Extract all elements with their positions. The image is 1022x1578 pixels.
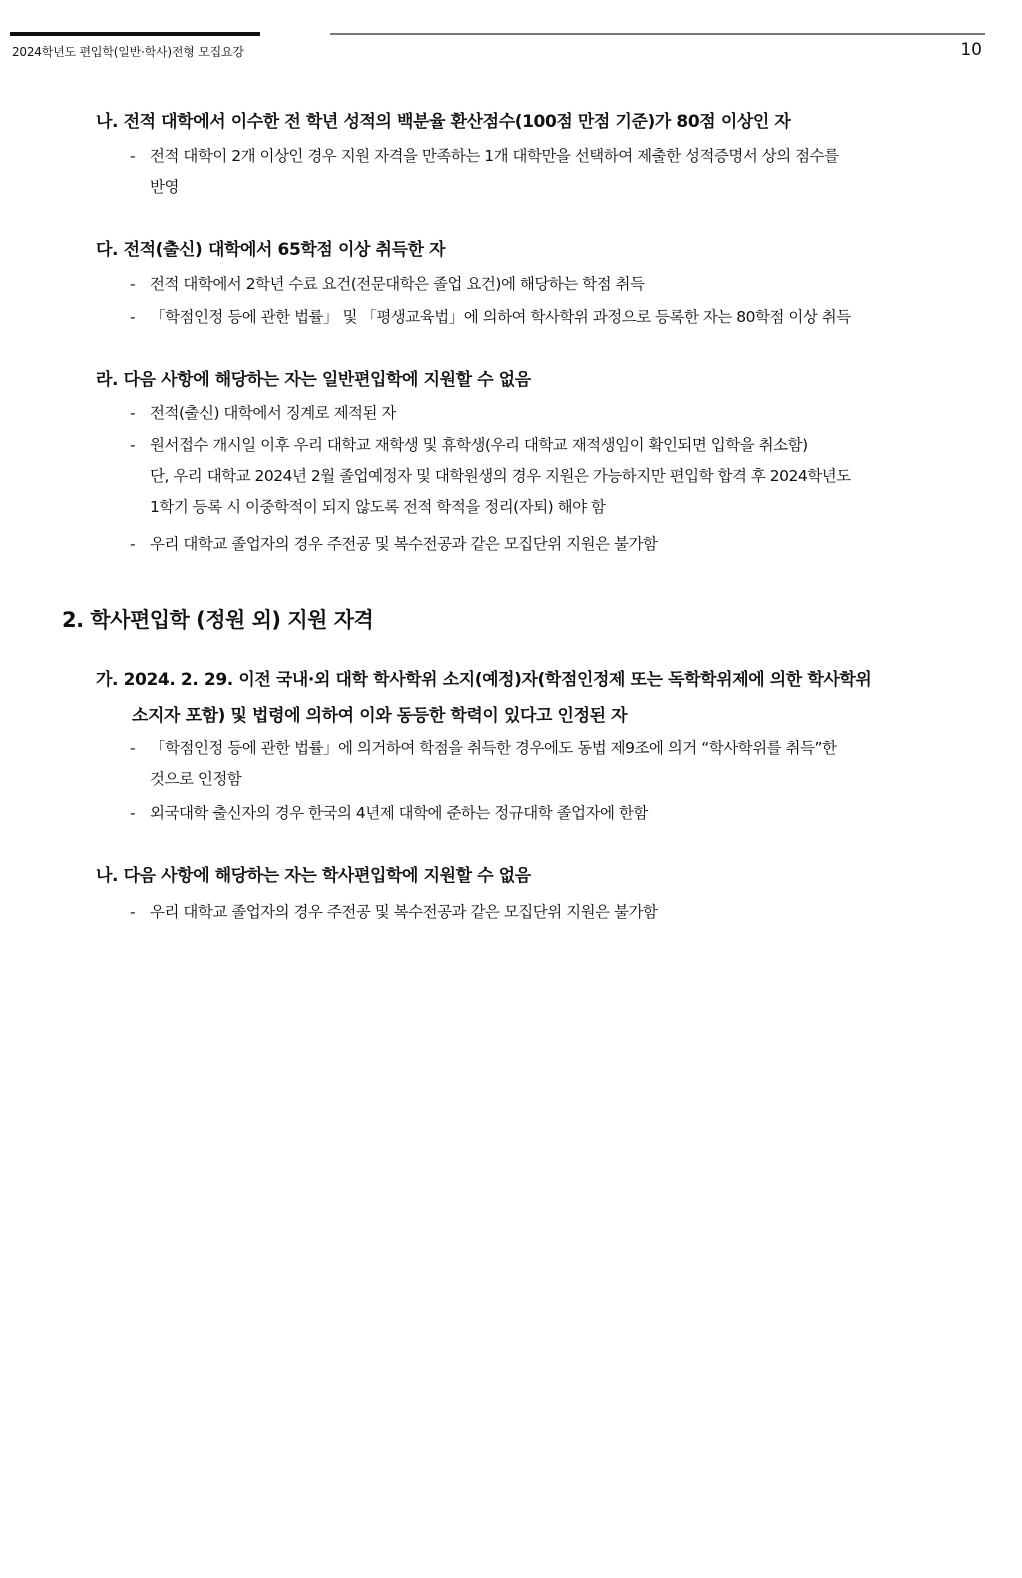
bullet-text: 우리 대학교 졸업자의 경우 주전공 및 복수전공과 같은 모집단위 지원은 불가함 xyxy=(150,903,658,921)
bullet-text: 우리 대학교 졸업자의 경우 주전공 및 복수전공과 같은 모집단위 지원은 불가함 xyxy=(150,535,658,553)
bullet-ra-3 xyxy=(130,529,990,560)
bullet-dash: - xyxy=(130,903,136,921)
subheading-ra-ineligible: 라. 다음 사항에 해당하는 자는 일반편입학에 지원할 수 없음 xyxy=(96,370,531,390)
bullet-da-1 xyxy=(130,269,990,300)
bullet-ga-2 xyxy=(130,798,990,829)
header-rule-left xyxy=(10,32,260,36)
subheading-da-credits: 다. 전적(출신) 대학에서 65학점 이상 취득한 자 xyxy=(96,240,446,260)
bullet-dash: - xyxy=(130,804,136,822)
bullet-dash: - xyxy=(130,535,136,553)
subheading-line-continued: 소지자 포함) 및 법령에 의하여 이와 동등한 학력이 있다고 인정된 자 xyxy=(132,706,628,726)
bullet-dash: - xyxy=(130,308,136,326)
bullet-text: 전적 대학에서 2학년 수료 요건(전문대학은 졸업 요건)에 해당하는 학점 취득 xyxy=(150,275,645,293)
bullet-dash: - xyxy=(130,147,136,165)
bullet-ga-1 xyxy=(130,733,990,795)
bullet-text-continued: 것으로 인정함 xyxy=(150,770,242,788)
header-title: 2024학년도 편입학(일반·학사)전형 모집요강 xyxy=(12,45,244,59)
bullet-na2-1 xyxy=(130,897,990,928)
subheading-na-ineligible: 나. 다음 사항에 해당하는 자는 학사편입학에 지원할 수 없음 xyxy=(96,866,531,886)
bullet-dash: - xyxy=(130,404,136,422)
bullet-text: 전적(출신) 대학에서 징계로 제적된 자 xyxy=(150,404,396,422)
bullet-text: 원서접수 개시일 이후 우리 대학교 재학생 및 휴학생(우리 대학교 재적생임이 확인되면 입학을 취소함) xyxy=(150,436,808,454)
bullet-text-continued: 1학기 등록 시 이중학적이 되지 않도록 전적 학적을 정리(자퇴) 해야 함 xyxy=(150,498,606,516)
header-rule-right xyxy=(330,33,985,35)
bullet-ra-2 xyxy=(130,430,990,523)
subheading-ga-bachelor xyxy=(96,662,986,734)
bullet-na-grade-1 xyxy=(130,141,990,203)
bullet-dash: - xyxy=(130,275,136,293)
bullet-dash: - xyxy=(130,739,136,757)
bullet-text-continued: 반영 xyxy=(150,178,179,196)
bullet-da-2 xyxy=(130,302,990,333)
page-header xyxy=(0,0,1022,70)
bullet-text: 전적 대학이 2개 이상인 경우 지원 자격을 만족하는 1개 대학만을 선택하여 제출한 성적증명서 상의 점수를 xyxy=(150,147,839,165)
bullet-text: 「학점인정 등에 관한 법률」 및 「평생교육법」에 의하여 학사학위 과정으로 등록한 자는 80학점 이상 취득 xyxy=(150,308,851,326)
bullet-text: 「학점인정 등에 관한 법률」에 의거하여 학점을 취득한 경우에도 동법 제9조에 의거 “학사학위를 취득”한 xyxy=(150,739,837,757)
bullet-dash: - xyxy=(130,436,136,454)
subheading-line: 가. 2024. 2. 29. 이전 국내·외 대학 학사학위 소지(예정)자(학점인정제 또는 독학학위제에 의한 학사학위 xyxy=(96,670,872,690)
bullet-text: 외국대학 출신자의 경우 한국의 4년제 대학에 준하는 정규대학 졸업자에 한함 xyxy=(150,804,648,822)
subheading-na-grade: 나. 전적 대학에서 이수한 전 학년 성적의 백분율 환산점수(100점 만점 기준)가 80점 이상인 자 xyxy=(96,112,791,132)
bullet-ra-1 xyxy=(130,398,990,429)
page-number: 10 xyxy=(960,40,982,60)
section-heading-2: 2. 학사편입학 (정원 외) 지원 자격 xyxy=(62,608,374,632)
bullet-text-continued: 단, 우리 대학교 2024년 2월 졸업예정자 및 대학원생의 경우 지원은 가능하지만 편입학 합격 후 2024학년도 xyxy=(150,467,851,485)
